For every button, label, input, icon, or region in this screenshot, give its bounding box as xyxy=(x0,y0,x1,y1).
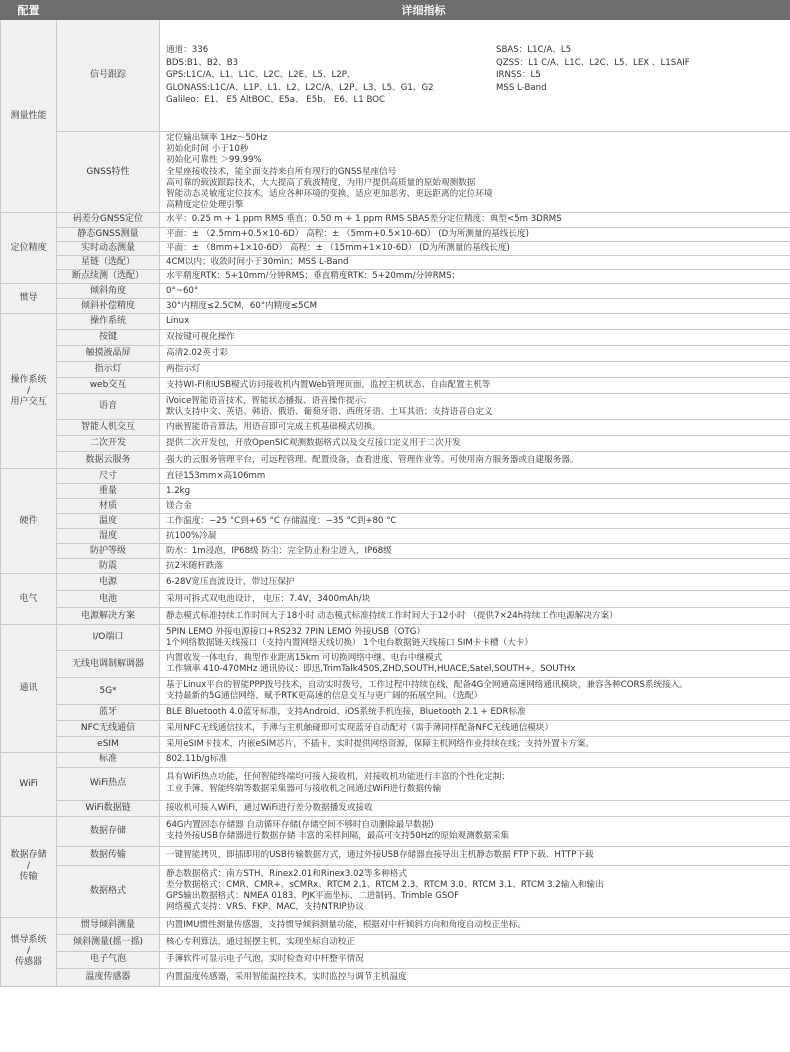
table-row xyxy=(1,721,790,737)
value-line: 采用NFC无线通信技术，手薄与主机触碰即可实现蓝牙自动配对（需手薄同样配备NFC无线通信模块） xyxy=(166,723,554,734)
spec-item-value xyxy=(160,846,790,865)
spec-item-label: 标准 xyxy=(57,753,160,767)
value-line: 内嵌智能语音算法，用语音即可完成主机基础模式切换。 xyxy=(166,422,381,433)
spec-item-value xyxy=(160,256,790,270)
value-line: 支持外接USB存储器进行数据存储 丰富的采样间隔，最高可支持50Hz的原始观测数据采集 xyxy=(166,831,510,842)
value-line: 定位输出频率 1Hz～50Hz xyxy=(166,133,268,143)
spec-item-value xyxy=(160,420,790,436)
spec-item-label: 数据格式 xyxy=(57,865,160,917)
table-row xyxy=(1,574,790,591)
table-row xyxy=(1,346,790,362)
spec-item-label: 电池 xyxy=(57,591,160,608)
spec-item-value xyxy=(160,529,790,544)
spec-item-label: 语音 xyxy=(57,394,160,420)
spec-item-label: web交互 xyxy=(57,378,160,394)
spec-item-value xyxy=(160,951,790,968)
section-label-line: 通讯 xyxy=(19,683,38,694)
spec-item-label: 防护等级 xyxy=(57,544,160,559)
table-row xyxy=(1,436,790,452)
section-label-line: WiFi xyxy=(19,778,38,789)
value-line: MSS L-Band xyxy=(496,82,547,93)
spec-item-value xyxy=(160,270,790,284)
table-row xyxy=(1,256,790,270)
spec-item-label: 码差分GNSS定位 xyxy=(57,213,160,227)
value-line: 通道：336 xyxy=(166,45,209,56)
spec-item-value xyxy=(160,678,790,705)
table-row xyxy=(1,934,790,951)
value-line: 0°~60° xyxy=(166,285,199,296)
spec-item-value xyxy=(160,284,790,299)
section-label xyxy=(1,314,57,469)
spec-item-value xyxy=(160,484,790,499)
table-row xyxy=(1,452,790,469)
table-row xyxy=(1,227,790,241)
table-header-row xyxy=(1,1,790,20)
value-line: 30°内精度≤2.5CM，60°内精度≤5CM xyxy=(166,300,317,311)
table-row xyxy=(1,529,790,544)
spec-item-value xyxy=(160,469,790,484)
section-label-line: 电气 xyxy=(19,593,38,604)
value-line: Linux xyxy=(166,316,190,327)
table-row xyxy=(1,705,790,721)
table-row xyxy=(1,484,790,499)
table-row xyxy=(1,241,790,255)
value-line: 高清2.02英寸彩 xyxy=(166,348,229,359)
spec-item-value xyxy=(160,378,790,394)
spec-item-label: 二次开发 xyxy=(57,436,160,452)
value-line: 默认支持中文、英语、韩语、俄语、葡萄牙语、西班牙语、土耳其语；支持语音自定义 xyxy=(166,406,493,417)
table-row xyxy=(1,816,790,846)
spec-item-label: 数据传输 xyxy=(57,846,160,865)
value-line: 镁合金 xyxy=(166,500,192,511)
spec-item-label: 电子气泡 xyxy=(57,951,160,968)
table-row xyxy=(1,753,790,767)
value-line: 双按键可视化操作 xyxy=(166,332,235,343)
spec-item-value xyxy=(160,499,790,514)
table-row xyxy=(1,132,790,213)
spec-item-value xyxy=(160,917,790,934)
spec-item-label: 倾斜补偿精度 xyxy=(57,299,160,314)
value-line: 网络模式支持：VRS、FKP、MAC，支持NTRIP协议 xyxy=(166,902,364,913)
spec-item-label: eSIM xyxy=(57,737,160,753)
spec-item-label: GNSS特性 xyxy=(57,132,160,213)
value-line: 1.2kg xyxy=(166,485,191,496)
section-label-line: 惯导系统 xyxy=(10,934,47,945)
spec-item-value xyxy=(160,436,790,452)
spec-item-label: 指示灯 xyxy=(57,362,160,378)
value-line: 手簿软件可显示电子气泡，实时检查对中杆整平情况 xyxy=(166,954,364,965)
spec-item-label: 静态GNSS测量 xyxy=(57,227,160,241)
value-line: 内置IMU惯性测量传感器，支持惯导倾斜测量功能，根据对中杆倾斜方向和角度自动校正坐标。 xyxy=(166,920,526,931)
section-label-line: 测量性能 xyxy=(10,110,47,121)
spec-item-value xyxy=(160,705,790,721)
spec-item-label: 信号跟踪 xyxy=(57,20,160,132)
value-line: GPS:L1C/A、L1、L1C、L2C、L2E、L5、L2P、 xyxy=(166,70,356,81)
spec-item-value xyxy=(160,362,790,378)
signal-tracking-left xyxy=(166,44,496,107)
table-row xyxy=(1,608,790,625)
value-line: BLE Bluetooth 4.0蓝牙标准，支持Android、iOS系统手机连接，Bluetooth 2.1 + EDR标准 xyxy=(166,707,526,718)
value-line: 采用eSIM卡技术，内嵌eSIM芯片，不插卡，实时提供网络资源，保障主机网络作业持续在线；支持外置卡方案。 xyxy=(166,739,595,750)
value-line: BDS:B1、B2、B3 xyxy=(166,57,239,68)
value-line: 抗2米随杆跌落 xyxy=(166,560,224,571)
table-row xyxy=(1,800,790,816)
table-row xyxy=(1,299,790,314)
section-label xyxy=(1,20,57,213)
value-line: 4CM以内；收敛时间小于30min；MSS L-Band xyxy=(166,257,349,268)
spec-item-value xyxy=(160,394,790,420)
spec-item-value xyxy=(160,753,790,767)
spec-table-body xyxy=(1,20,790,987)
spec-item-value xyxy=(160,968,790,986)
spec-item-label: 倾斜角度 xyxy=(57,284,160,299)
spec-item-label: 倾斜测量(摇一摇) xyxy=(57,934,160,951)
spec-item-label: 蓝牙 xyxy=(57,705,160,721)
spec-item-value xyxy=(160,651,790,678)
table-row xyxy=(1,846,790,865)
value-line: GPS输出数据格式：NMEA 0183、PJK平面坐标、二进制码、Trimble GSOF xyxy=(166,891,460,902)
value-line: 水平精度RTK：5+10mm/分钟RMS；垂直精度RTK：5+20mm/分钟RMS； xyxy=(166,271,461,282)
spec-item-value xyxy=(160,865,790,917)
spec-item-label: 电源解决方案 xyxy=(57,608,160,625)
value-line: 差分数据格式：CMR、CMR+、sCMRx、RTCM 2.1、RTCM 2.3、RTCM 3.0、RTCM 3.1、RTCM 3.2输入和输出 xyxy=(166,879,604,890)
table-row xyxy=(1,559,790,574)
spec-item-label: 数据存储 xyxy=(57,816,160,846)
table-row xyxy=(1,917,790,934)
spec-item-value xyxy=(160,299,790,314)
value-line: 水平：0.25 m + 1 ppm RMS 垂直：0.50 m + 1 ppm RMS SBAS差分定位精度：典型<5m 3DRMS xyxy=(166,214,562,225)
value-line: 强大的云服务管理平台，可远程管理、配置设备，查看进度、管理作业等。可使用南方服务器或自建服务器。 xyxy=(166,454,579,465)
spec-item-value xyxy=(160,227,790,241)
value-line: 6-28V宽压直流设计，带过压保护 xyxy=(166,576,295,587)
table-row xyxy=(1,767,790,800)
spec-item-value xyxy=(160,132,790,213)
value-line: 802.11b/g标准 xyxy=(166,754,228,765)
table-row xyxy=(1,951,790,968)
spec-item-value xyxy=(160,934,790,951)
table-row xyxy=(1,651,790,678)
value-line: 64G内置固态存储器 自动循环存储(存储空间不够时自动删除最早数据) xyxy=(166,819,434,830)
table-row xyxy=(1,270,790,284)
spec-item-label: 温度 xyxy=(57,514,160,529)
value-line: GLONASS:L1C/A、L1P、L1、L2、L2C/A、L2P、L3、L5、G1、G2 xyxy=(166,82,434,93)
spec-item-value xyxy=(160,20,790,132)
spec-item-value xyxy=(160,625,790,651)
spec-item-value xyxy=(160,330,790,346)
value-line: 平面：± （8mm+1×10-6D） 高程：± （15mm+1×10-6D） (D为所测量的基线长度) xyxy=(166,242,510,253)
section-label-line: 传感器 xyxy=(14,957,42,968)
value-line: 采用可拆式双电池设计， 电压：7.4V，3400mAh/块 xyxy=(166,593,371,604)
signal-tracking-right xyxy=(496,44,784,107)
table-row xyxy=(1,469,790,484)
section-label-line: / xyxy=(26,861,31,872)
section-label-line: / xyxy=(26,385,31,396)
value-line: 工业手簿、智能终端等数据采集器可与接收机之间通过WiFi进行数据传输 xyxy=(166,783,442,794)
section-label-line: / xyxy=(26,946,31,957)
value-line: 智能动态灵敏度定位技术，适应各种环境的变换，适应更加恶劣、更远距离的定位环境 xyxy=(166,189,493,200)
section-label xyxy=(1,625,57,753)
spec-item-value xyxy=(160,816,790,846)
section-label xyxy=(1,284,57,314)
value-line: 静态数据格式：南方STH、Rinex2.01和Rinex3.02等多种格式 xyxy=(166,868,407,879)
value-line: Galileo：E1、 E5 AltBOC、E5a、 E5b、 E6、L1 BOC xyxy=(166,95,385,106)
value-line: 具有WiFi热点功能，任何智能终端均可接入接收机，对接收机功能进行丰富的个性化定制； xyxy=(166,772,510,783)
table-row xyxy=(1,394,790,420)
section-label-line: 定位精度 xyxy=(10,242,47,253)
spec-item-label: 5G* xyxy=(57,678,160,705)
spec-item-label: NFC无线通信 xyxy=(57,721,160,737)
spec-item-value xyxy=(160,514,790,529)
spec-item-value xyxy=(160,314,790,330)
table-row xyxy=(1,591,790,608)
spec-item-label: 按键 xyxy=(57,330,160,346)
section-label-line: 传输 xyxy=(19,872,38,883)
header-config: 配置 xyxy=(1,1,57,20)
spec-item-label: 断点续测（选配） xyxy=(57,270,160,284)
table-row xyxy=(1,514,790,529)
spec-item-value xyxy=(160,608,790,625)
spec-item-label: 触摸液晶屏 xyxy=(57,346,160,362)
value-line: 防水：1m浸泡，IP68级 防尘：完全防止粉尘进入，IP68级 xyxy=(166,545,392,556)
spec-item-value xyxy=(160,544,790,559)
spec-item-label: I/O端口 xyxy=(57,625,160,651)
table-row xyxy=(1,865,790,917)
table-row xyxy=(1,678,790,705)
section-label-line: 硬件 xyxy=(19,515,38,526)
table-row xyxy=(1,968,790,986)
table-row xyxy=(1,330,790,346)
spec-item-value xyxy=(160,737,790,753)
spec-item-label: 材质 xyxy=(57,499,160,514)
signal-tracking-columns xyxy=(166,44,784,107)
value-line: 提供二次开发包，开放OpenSIC观测数据格式以及交互接口定义用于二次开发 xyxy=(166,438,461,449)
spec-item-label: 实时动态测量 xyxy=(57,241,160,255)
spec-item-label: 防震 xyxy=(57,559,160,574)
spec-item-label: WiFi数据链 xyxy=(57,800,160,816)
value-line: 基于Linux平台的智能PPP拨号技术，自动实时拨号，工作过程中持续在线，配备4G全网通高速网络通讯模块，兼容各种CORS系统接入。 xyxy=(166,680,688,691)
value-line: 一键智能拷贝，即插即用的USB传输数据方式，通过外接USB存储器直接导出主机静态数据 FTP下载、HTTP下载 xyxy=(166,850,594,861)
table-row xyxy=(1,213,790,227)
section-label xyxy=(1,917,57,986)
spec-item-label: 惯导倾斜测量 xyxy=(57,917,160,934)
value-line: iVoice智能语音技术，智能状态播报、语音操作提示； xyxy=(166,395,372,406)
section-label xyxy=(1,469,57,574)
table-row xyxy=(1,362,790,378)
spec-item-label: WiFi热点 xyxy=(57,767,160,800)
value-line: 核心专利算法，通过摇摆主机，实现坐标自动校正 xyxy=(166,937,356,948)
value-line: 1个网络数据链天线接口（支持内置网络天线切换） 1个电台数据链天线接口 SIM卡卡槽（大卡） xyxy=(166,637,533,648)
spec-item-label: 重量 xyxy=(57,484,160,499)
value-line: QZSS：L1 C/A、L1C、L2C、L5、LEX 、L1SAIF xyxy=(496,57,690,68)
value-line: IRNSS：L5 xyxy=(496,70,541,81)
value-line: 平面：± （2.5mm+0.5×10-6D） 高程：± （5mm+0.5×10-6D） (D为所测量的基线长度) xyxy=(166,228,529,239)
spec-item-label: 星链（选配） xyxy=(57,256,160,270)
spec-item-label: 操作系统 xyxy=(57,314,160,330)
spec-item-value xyxy=(160,452,790,469)
value-line: 高可靠的载波跟踪技术，大大提高了载波精度，为用户提供高质量的原始观测数据 xyxy=(166,177,476,188)
spec-item-label: 智能人机交互 xyxy=(57,420,160,436)
spec-item-value xyxy=(160,346,790,362)
spec-item-value xyxy=(160,591,790,608)
section-label-line: 操作系统 xyxy=(10,374,47,385)
value-line: 初始化可靠性 ＞99.99% xyxy=(166,155,262,166)
section-label-line: 数据存储 xyxy=(10,849,47,860)
value-line: 内置收发一体电台，典型作业距离15km 可切换网络中继、电台中继模式 xyxy=(166,653,443,664)
value-line: 全星座接收技术，能全面支持来自所有现行的GNSS星座信号 xyxy=(166,166,397,177)
section-label xyxy=(1,574,57,625)
value-line: 支持最新的5G通信网络，赋予RTK更高速的信息交互与更广阔的拓展空间。（选配） xyxy=(166,691,483,702)
spec-item-label: 温度传感器 xyxy=(57,968,160,986)
table-row xyxy=(1,499,790,514)
value-line: 两指示灯 xyxy=(166,364,201,375)
value-line: 5PIN LEMO 外接电源接口+RS232 7PIN LEMO 外接USB（OTG） xyxy=(166,626,425,637)
spec-item-value xyxy=(160,213,790,227)
table-row xyxy=(1,20,790,132)
section-label-line: 用户交互 xyxy=(10,397,47,408)
value-line: 静态模式标准持续工作时间大于18小时 动态模式标准持续工作时间大于12小时 （提供7×24h持续工作电源解决方案） xyxy=(166,610,618,621)
table-row xyxy=(1,284,790,299)
table-row xyxy=(1,314,790,330)
table-row xyxy=(1,737,790,753)
section-label xyxy=(1,816,57,917)
value-line: 支持WI-FI和USB模式访问接收机内置Web管理页面，监控主机状态、自由配置主机等 xyxy=(166,380,491,391)
spec-item-value xyxy=(160,800,790,816)
table-row xyxy=(1,420,790,436)
value-line: 工作温度：−25 °C到+65 °C 存储温度：−35 °C到+80 °C xyxy=(166,515,397,526)
section-label xyxy=(1,213,57,284)
value-line: 高精度定位处理引擎 xyxy=(166,200,244,211)
spec-item-value xyxy=(160,559,790,574)
spec-item-value xyxy=(160,767,790,800)
value-line: 内置温度传感器，采用智能温控技术，实时监控与调节主机温度 xyxy=(166,971,407,982)
spec-item-label: 电源 xyxy=(57,574,160,591)
table-row xyxy=(1,544,790,559)
value-line: 抗100%冷凝 xyxy=(166,530,217,541)
spec-item-value xyxy=(160,574,790,591)
value-line: 工作频率 410-470MHz 通讯协议：即迅,TrimTalk450S,ZHD,SOUTH,HUACE,Satel,SOUTH+，SOUTHx xyxy=(166,664,576,675)
value-line: 直径153mm×高106mm xyxy=(166,470,266,481)
section-label-line: 惯导 xyxy=(19,293,38,304)
value-line: 接收机可接入WiFi，通过WiFi进行差分数据播发或接收 xyxy=(166,802,373,813)
value-line: SBAS：L1C/A、L5 xyxy=(496,45,572,56)
table-row xyxy=(1,625,790,651)
table-row xyxy=(1,378,790,394)
header-details: 详细指标 xyxy=(57,1,790,20)
spec-item-label: 湿度 xyxy=(57,529,160,544)
spec-item-label: 无线电调制解调器 xyxy=(57,651,160,678)
spec-item-value xyxy=(160,241,790,255)
spec-item-value xyxy=(160,721,790,737)
spec-item-label: 数据云服务 xyxy=(57,452,160,469)
section-label xyxy=(1,753,57,816)
spec-item-label: 尺寸 xyxy=(57,469,160,484)
value-line: 初始化时间 小于10秒 xyxy=(166,144,249,155)
